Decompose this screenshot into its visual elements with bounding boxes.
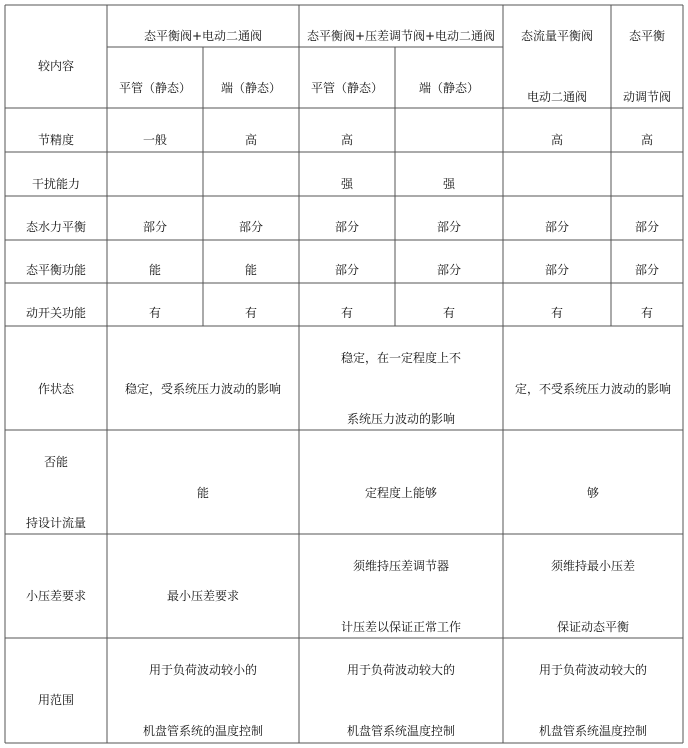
cell-state-group-3: 定，不受系统压力波动的影响: [514, 382, 672, 396]
cell-hydraulic-5: 部分: [544, 220, 570, 234]
header-sub-4: 端（静态）: [418, 81, 480, 95]
cell-switch-6: 有: [640, 306, 654, 320]
cell-state-group-1: 稳定，受系统压力波动的影响: [124, 382, 282, 396]
cell-hydraulic-4: 部分: [436, 220, 462, 234]
row-label-pressure: 小压差要求: [25, 589, 87, 603]
header-group-2: 态平衡阀+压差调节阀+电动二通阀: [306, 29, 496, 43]
header-row-label: 较内容: [37, 59, 75, 73]
cell-pressure-group-2-line-2: 计压差以保证正常工作: [340, 620, 462, 634]
cell-flow-group-2: 定程度上能够: [364, 486, 438, 500]
cell-pressure-group-1: 最小压差要求: [166, 589, 240, 603]
header-sub-1: 平管（静态）: [118, 81, 192, 95]
cell-state-group-2-line-2: 系统压力波动的影响: [346, 412, 456, 426]
cell-hydraulic-2: 部分: [238, 220, 264, 234]
header-sub-3: 平管（静态）: [310, 81, 384, 95]
row-label-switch: 动开关功能: [25, 306, 87, 320]
cell-anti-4: 强: [442, 177, 456, 191]
cell-scope-group-2-line-1: 用于负荷波动较大的: [346, 663, 456, 677]
cell-pressure-group-3-line-2: 保证动态平衡: [556, 620, 630, 634]
cell-dynamic-5: 部分: [544, 263, 570, 277]
cell-precision-2: 高: [244, 133, 258, 147]
header-group-4-line-1: 态平衡: [628, 29, 666, 43]
cell-anti-3: 强: [340, 177, 354, 191]
cell-hydraulic-3: 部分: [334, 220, 360, 234]
cell-dynamic-6: 部分: [634, 263, 660, 277]
cell-switch-3: 有: [340, 306, 354, 320]
cell-hydraulic-1: 部分: [142, 220, 168, 234]
cell-precision-3: 高: [340, 133, 354, 147]
cell-scope-group-1-line-1: 用于负荷波动较小的: [148, 663, 258, 677]
cell-dynamic-3: 部分: [334, 263, 360, 277]
row-label-precision: 节精度: [37, 133, 75, 147]
header-group-3-line-1: 态流量平衡阀: [520, 29, 594, 43]
cell-scope-group-3-line-2: 机盘管系统温度控制: [538, 724, 648, 738]
row-label-state: 作状态: [37, 382, 75, 396]
cell-switch-5: 有: [550, 306, 564, 320]
cell-pressure-group-2-line-1: 须维持压差调节器: [352, 559, 450, 573]
cell-precision-1: 一般: [142, 133, 168, 147]
header-group-1: 态平衡阀+电动二通阀: [143, 29, 263, 43]
cell-switch-1: 有: [148, 306, 162, 320]
row-label-anti: 干扰能力: [31, 177, 81, 191]
header-sub-2: 端（静态）: [220, 81, 282, 95]
cell-state-group-2-line-1: 稳定，在一定程度上不: [340, 351, 462, 365]
cell-scope-group-1-line-2: 机盘管系统的温度控制: [142, 724, 264, 738]
header-group-3-line-2: 电动二通阀: [526, 90, 588, 104]
row-label-flow-line-1: 否能: [43, 455, 69, 469]
row-label-hydraulic: 态水力平衡: [25, 220, 87, 234]
cell-flow-group-1: 能: [196, 486, 210, 500]
cell-scope-group-3-line-1: 用于负荷波动较大的: [538, 663, 648, 677]
cell-dynamic-1: 能: [148, 263, 162, 277]
cell-pressure-group-3-line-1: 须维持最小压差: [550, 559, 636, 573]
row-label-flow-line-2: 持设计流量: [25, 516, 87, 530]
cell-switch-2: 有: [244, 306, 258, 320]
cell-hydraulic-6: 部分: [634, 220, 660, 234]
row-label-dynamic: 态平衡功能: [25, 263, 87, 277]
header-group-4-line-2: 动调节阀: [622, 90, 672, 104]
cell-switch-4: 有: [442, 306, 456, 320]
row-label-scope: 用范围: [37, 693, 75, 707]
cell-dynamic-4: 部分: [436, 263, 462, 277]
cell-flow-group-3: 够: [586, 486, 600, 500]
cell-scope-group-2-line-2: 机盘管系统温度控制: [346, 724, 456, 738]
cell-dynamic-2: 能: [244, 263, 258, 277]
cell-precision-5: 高: [550, 133, 564, 147]
cell-precision-6: 高: [640, 133, 654, 147]
